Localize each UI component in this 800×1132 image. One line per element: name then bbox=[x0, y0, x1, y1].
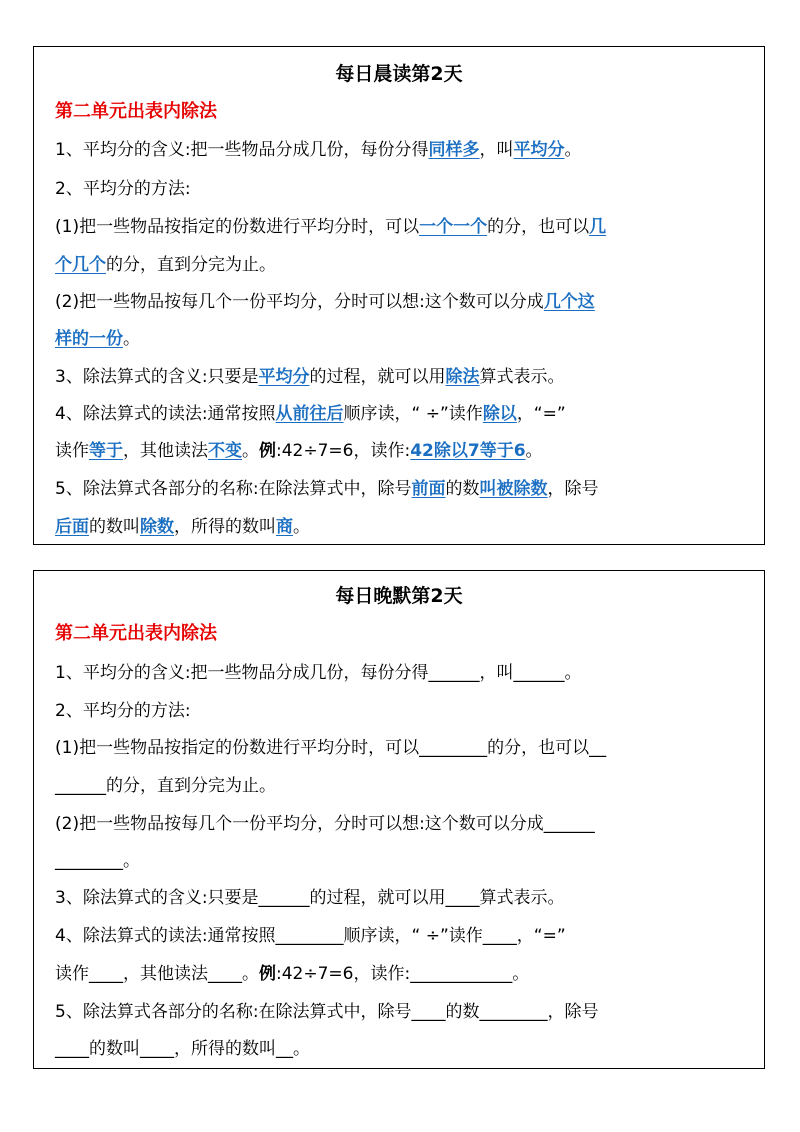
evening-dictation-card bbox=[33, 570, 765, 1069]
answer-text: 个几个 bbox=[55, 255, 106, 275]
answer-text: 一个一个 bbox=[419, 217, 488, 237]
evening-line-8: 4、除法算式的读法:通常按照________顺序读，“ ÷”读作____，“=” bbox=[55, 926, 566, 946]
evening-line-9: 读作____，其他读法____。例:42÷7=6，读作:____________。 bbox=[55, 964, 530, 984]
evening-line-4: ______的分，直到分完为止。 bbox=[55, 776, 276, 796]
answer-text: 同样多 bbox=[428, 140, 480, 160]
answer-text: 后面 bbox=[55, 517, 89, 537]
answer-text: 除法 bbox=[445, 367, 480, 387]
answer-text: 前面 bbox=[411, 479, 446, 499]
answer-text: 叫被除数 bbox=[479, 479, 548, 499]
morning-line-9: 读作等于，其他读法不变。例:42÷7=6，读作:42除以7等于6。 bbox=[55, 441, 543, 461]
morning-line-5: (2)把一些物品按每几个一份平均分，分时可以想:这个数可以分成几个这 bbox=[55, 292, 595, 312]
morning-line-1: 1、平均分的含义:把一些物品分成几份，每份分得同样多，叫平均分。 bbox=[55, 140, 582, 160]
morning-line-2: 2、平均分的方法: bbox=[55, 179, 191, 199]
answer-text: 42除以7等于6 bbox=[410, 441, 526, 461]
answer-text: 几 bbox=[589, 217, 607, 237]
evening-line-11: ____的数叫____，所得的数叫__。 bbox=[55, 1039, 310, 1059]
morning-line-4: 个几个的分，直到分完为止。 bbox=[55, 255, 276, 275]
evening-line-5: (2)把一些物品按每几个一份平均分，分时可以想:这个数可以分成______ bbox=[55, 814, 595, 834]
morning-unit-heading: 第二单元出表内除法 bbox=[55, 101, 217, 122]
answer-text: 除以 bbox=[482, 404, 517, 424]
morning-line-6: 样的一份。 bbox=[55, 329, 140, 349]
morning-line-7: 3、除法算式的含义:只要是平均分的过程，就可以用除法算式表示。 bbox=[55, 367, 565, 387]
answer-text: 平均分 bbox=[258, 367, 310, 387]
morning-line-3: (1)把一些物品按指定的份数进行平均分时，可以一个一个的分，也可以几 bbox=[55, 217, 607, 237]
answer-text: 样的一份 bbox=[55, 329, 123, 349]
evening-line-2: 2、平均分的方法: bbox=[55, 701, 191, 721]
answer-text: 商 bbox=[276, 517, 293, 537]
answer-text: 平均分 bbox=[513, 140, 565, 160]
evening-line-7: 3、除法算式的含义:只要是______的过程，就可以用____算式表示。 bbox=[55, 888, 565, 908]
morning-title: 每日晨读第2天 bbox=[335, 63, 463, 85]
evening-unit-heading: 第二单元出表内除法 bbox=[55, 623, 217, 644]
answer-text: 几个这 bbox=[543, 292, 595, 312]
evening-title: 每日晚默第2天 bbox=[335, 585, 463, 607]
evening-line-10: 5、除法算式各部分的名称:在除法算式中，除号____的数________，除号 bbox=[55, 1002, 599, 1022]
morning-line-10: 5、除法算式各部分的名称:在除法算式中，除号前面的数叫被除数，除号 bbox=[55, 479, 599, 499]
answer-text: 等于 bbox=[89, 441, 123, 461]
answer-text: 除数 bbox=[140, 517, 174, 537]
evening-line-1: 1、平均分的含义:把一些物品分成几份，每份分得______，叫______。 bbox=[55, 663, 582, 683]
morning-reading-card bbox=[33, 46, 765, 545]
answer-text: 从前往后 bbox=[275, 404, 344, 424]
evening-line-3: (1)把一些物品按指定的份数进行平均分时，可以________的分，也可以__ bbox=[55, 738, 607, 758]
morning-line-8: 4、除法算式的读法:通常按照从前往后顺序读，“ ÷”读作除以，“=” bbox=[55, 404, 566, 424]
morning-line-11: 后面的数叫除数，所得的数叫商。 bbox=[55, 517, 310, 537]
evening-line-6: ________。 bbox=[55, 851, 140, 871]
answer-text: 不变 bbox=[208, 441, 242, 461]
